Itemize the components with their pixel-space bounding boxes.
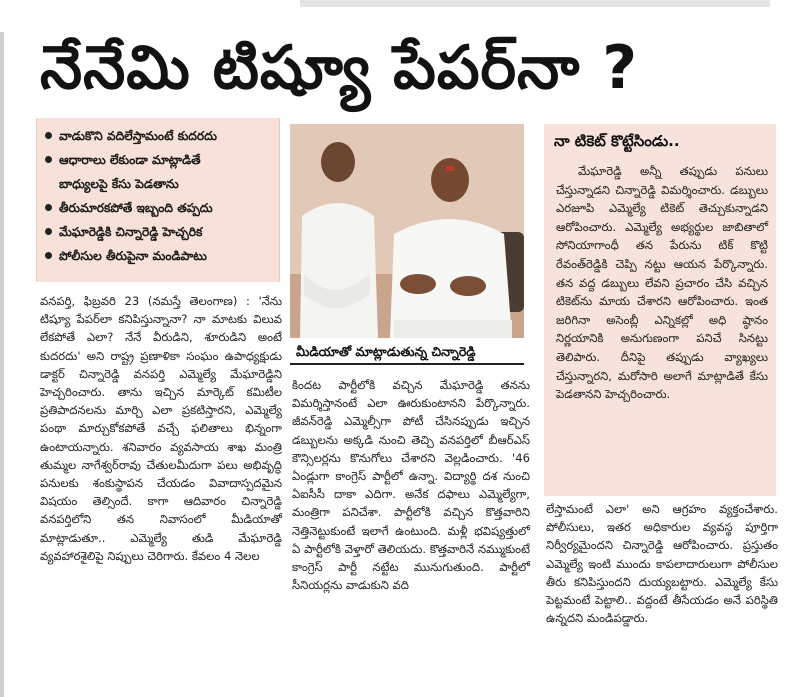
headline: నేనేమి టిష్యూ పేపర్‌నా ? <box>40 33 639 103</box>
highlights-list <box>37 118 279 268</box>
highlight-item: ఆధారాలు లేకుండా మాట్లాడితే <box>45 148 279 172</box>
photo-caption: మీడియాతో మాట్లాడుతున్న చిన్నారెడ్డి <box>290 339 524 365</box>
highlight-item: పోలీసుల తీరుపైనా మండిపాటు <box>45 244 279 268</box>
highlight-item: వాడుకొని వదిలేస్తామంటే కుదరదు <box>45 124 279 148</box>
photo-illustration <box>290 124 524 338</box>
news-photo <box>290 124 524 338</box>
article-column-2: కిందట పార్టీలోకి వచ్చిన మేఘారెడ్డి తనను విమర్శిస్తానంటే ఎలా ఊరుకుంటానని పేర్కొన్నారు. జీవన్‌రెడ్డి ఎమ్మెల్సీగా పోటీ చేసినప్పుడు ఇచ్చిన డబ్బులను అక్కడి నుంచి తెచ్చి వనపర్తిలో బీఆర్‌ఎస్ కౌన్సిలర్లను కొనుగోలు చేశారని వెల్లడించారు. '46 ఏండ్లుగా కాంగ్రెస్ పార్టీలో ఉన్నా. విద్యార్థి దశ నుంచి ఏఐసీసీ దాకా ఎదిగా. అనేక దఫాలు ఎమ్మెల్యేగా, మంత్రిగా పనిచేశా. పార్టీలోకి వచ్చిన కొత్తవారిని నెత్తినెట్టుకుంటే ఇలాగే ఉంటుంది. మళ్లీ భవిష్యత్తులో ఏ పార్టీలోకి వెళ్తారో తెలియదు. కొత్తవారినే నమ్ముకుంటే కాంగ్రెస్ పార్టీ నట్టేట మునుగుతుంది. పార్టీలో సీనియర్లను వాడుకుని వది <box>292 378 530 593</box>
article-column-3: లేస్తామంటే ఎలా' అని ఆగ్రహం వ్యక్తంచేశారు. పోలీసులు, ఇతర అధికారుల వ్యవస్థ పూర్తిగా నిర్వీర్యమైందని చిన్నారెడ్డి ఆరోపించారు. ప్రస్తుతం ఎమ్మెల్యే ఇంటి ముందు కాపలాదారులుగా పోలీసుల తీరు కనిపిస్తుందని దుయ్యబట్టారు. ఎమ్మెల్యే కేసు పెట్టమంటే పెట్టాలి.. వద్దంటే తీసేయడం అనే పరిస్థితి ఉన్నదని మండిపడ్డారు. <box>546 502 778 626</box>
highlights-box <box>36 118 280 282</box>
top-divider-strip <box>300 0 770 7</box>
sidebar-title: నా టికెట్ కొట్టేసిండు.. <box>554 132 680 150</box>
sidebar-body: మేఘారెడ్డి అన్నీ తప్పుడు పనులు చేస్తున్నాడని చిన్నారెడ్డి విమర్శించారు. డబ్బులు ఎరజూపి ఎమ్మెల్యే టికెట్ తెచ్చుకున్నాడని ఆరోపించారు. ఎమ్మెల్యే అభ్యర్థుల జాబితాలో సోనియాగాంధీ తన పేరును టిక్ కొట్టి రేవంత్‌రెడ్డికి చెప్పి నట్టు ఆయన పేర్కొన్నారు. తన వద్ద డబ్బులు లేవని ప్రచారం చేసి వచ్చిన టికెట్‌ను మాయ చేశారని ఆరోపించారు. ఇంత జరిగినా అసెంబ్లీ ఎన్నికల్లో అధి ష్ఠానం నిర్ణయానికి అనుగుణంగా పనిచే సినట్టు తెలిపారు. దీనిపై తప్పుడు వ్యాఖ్యలు చేస్తున్నారని, మరోసారి అలాగే మాట్లాడితే కేసు పెడతానని హెచ్చరించారు. <box>556 164 768 402</box>
highlight-item: మేఘారెడ్డికి చిన్నారెడ్డి హెచ్చరిక <box>45 220 279 244</box>
sidebar-box <box>544 124 776 496</box>
left-margin-rule <box>0 32 4 697</box>
article-column-1: వనపర్తి, ఫిబ్రవరి 23 (నమస్తే తెలంగాణ) : 'నేను టిష్యూ పేపర్‌లా కనిపిస్తున్నానా? నా మాటకు విలువ లేకపోతే ఎలా? నేనే వీరుడిని, శూరుడిని అంటే కుదరదు' అని రాష్ట్ర ప్రణాళికా సంఘం ఉపాధ్యక్షుడు డాక్టర్ చిన్నారెడ్డి వనపర్తి ఎమ్మెల్యే మేఘారెడ్డిని హెచ్చరించారు. తాను ఇచ్చిన మార్కెట్ కమిటీల ప్రతిపాదనలను మార్చి ఎలా ప్రకటిస్తారని, ఎమ్మెల్యే పంథా మార్చుకోకపోతే వచ్చే ఫలితాలు భిన్నంగా ఉంటాయన్నారు. శనివారం వ్యవసాయ శాఖ మంత్రి తుమ్మల నాగేశ్వర్‌రావు చేతులమీదుగా పలు అభివృద్ధి పనులకు శంకుస్థాపన చేయడం వివాదాస్పదమైన విషయం తెల్సిందే. కాగా ఆదివారం చిన్నారెడ్డి వనపర్తిలోని తన నివాసంలో మీడియాతో మాట్లాడుతూ.. ఎమ్మెల్యే తుడి మేఘారెడ్డి వ్యవహారశైలిపై నిప్పులు చెరిగారు. కేవలం 4 నెలల <box>40 294 282 563</box>
highlight-item: తీరుమారకపోతే ఇబ్బంది తప్పదు <box>45 196 279 220</box>
highlight-item-continued: బాధ్యులపై కేసు పెడతాను <box>59 177 179 191</box>
